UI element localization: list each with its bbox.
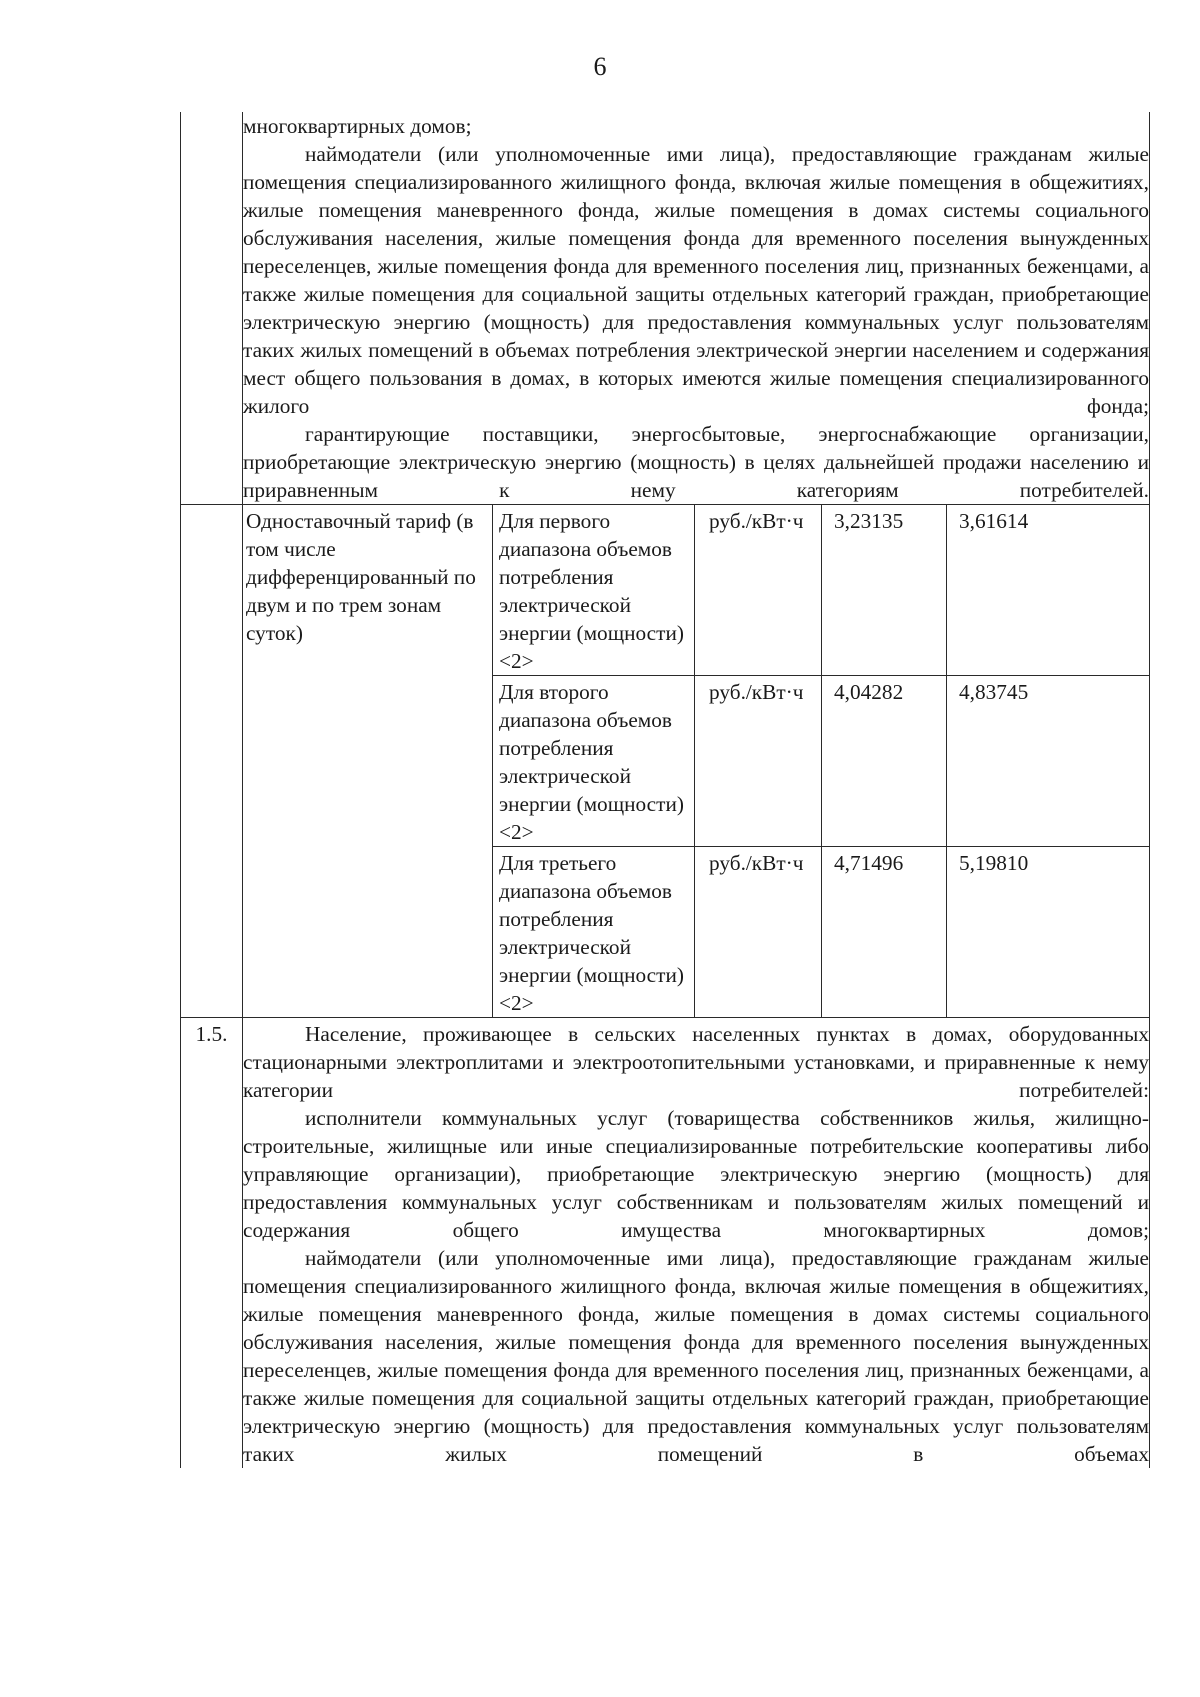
paragraph: гарантирующие поставщики, энергосбытовые, энергоснабжающие организации, приобретающие электрическую энергию (мощность) в целях дальнейшей продажи населению и приравненным к нему категориям потребителей. bbox=[243, 422, 1149, 502]
consumption-range: Для второго диапазона объемов потребления электрической энергии (мощности) <2> bbox=[493, 676, 695, 847]
tariff-name: Одноставочный тариф (в том числе дифференцированный по двум и по трем зонам суток) bbox=[243, 505, 493, 1018]
tariff-value-2: 4,83745 bbox=[947, 676, 1150, 847]
tariff-value-2: 5,19810 bbox=[947, 847, 1150, 1018]
continuation-text-cell bbox=[243, 112, 1150, 505]
tariff-value-1: 4,71496 bbox=[822, 847, 947, 1018]
tariff-row-1 bbox=[181, 505, 1150, 676]
consumption-range: Для третьего диапазона объемов потребления электрической энергии (мощности) <2> bbox=[493, 847, 695, 1018]
paragraph: многоквартирных домов; bbox=[243, 114, 472, 138]
paragraph: наймодатели (или уполномоченные ими лица), предоставляющие гражданам жилые помещения специализированного жилищного фонда, включая жилые помещения в общежитиях, жилые помещения маневренного фонда, жилые помещения в домах системы социального обслуживания населения, жилые помещения фонда для временного поселения вынужденных переселенцев, жилые помещения фонда для временного поселения лиц, признанных беженцами, а также жилые помещения для социальной защиты отдельных категорий граждан, приобретающие электрическую энергию (мощность) для предоставления коммунальных услуг пользователям таких жилых помещений в объемах bbox=[243, 1246, 1149, 1466]
section-text-cell bbox=[243, 1018, 1150, 1469]
tariff-value-1: 4,04282 bbox=[822, 676, 947, 847]
row-number-empty bbox=[181, 505, 243, 1018]
tariff-document-table bbox=[180, 112, 1150, 1468]
tariff-value-1: 3,23135 bbox=[822, 505, 947, 676]
tariff-value-2: 3,61614 bbox=[947, 505, 1150, 676]
page-number: 6 bbox=[593, 52, 607, 81]
continuation-row bbox=[181, 112, 1150, 505]
section-number: 1.5. bbox=[195, 1022, 228, 1046]
consumption-range: Для первого диапазона объемов потребления электрической энергии (мощности) <2> bbox=[493, 505, 695, 676]
unit: руб./кВт·ч bbox=[695, 676, 822, 847]
unit: руб./кВт·ч bbox=[695, 847, 822, 1018]
row-number bbox=[181, 1018, 243, 1469]
row-number-empty bbox=[181, 112, 243, 505]
paragraph: Население, проживающее в сельских населенных пунктах в домах, оборудованных стационарными электроплитами и электроотопительными установками, и приравненные к нему категории потребителей: bbox=[243, 1022, 1149, 1102]
section-1-5-row bbox=[181, 1018, 1150, 1469]
unit: руб./кВт·ч bbox=[695, 505, 822, 676]
paragraph: наймодатели (или уполномоченные ими лица), предоставляющие гражданам жилые помещения специализированного жилищного фонда, включая жилые помещения в общежитиях, жилые помещения маневренного фонда, жилые помещения в домах системы социального обслуживания населения, жилые помещения фонда для временного поселения вынужденных переселенцев, жилые помещения фонда для временного поселения лиц, признанных беженцами, а также жилые помещения для социальной защиты отдельных категорий граждан, приобретающие электрическую энергию (мощность) для предоставления коммунальных услуг пользователям таких жилых помещений в объемах потребления электрической энергии населением и содержания мест общего пользования в домах, в которых имеются жилые помещения специализированного жилого фонда; bbox=[243, 142, 1149, 418]
paragraph: исполнители коммунальных услуг (товарищества собственников жилья, жилищно-строительные, жилищные или иные специализированные потребительские кооперативы либо управляющие организации), приобретающие электрическую энергию (мощность) для предоставления коммунальных услуг собственникам и пользователям жилых помещений и содержания общего имущества многоквартирных домов; bbox=[243, 1106, 1149, 1242]
